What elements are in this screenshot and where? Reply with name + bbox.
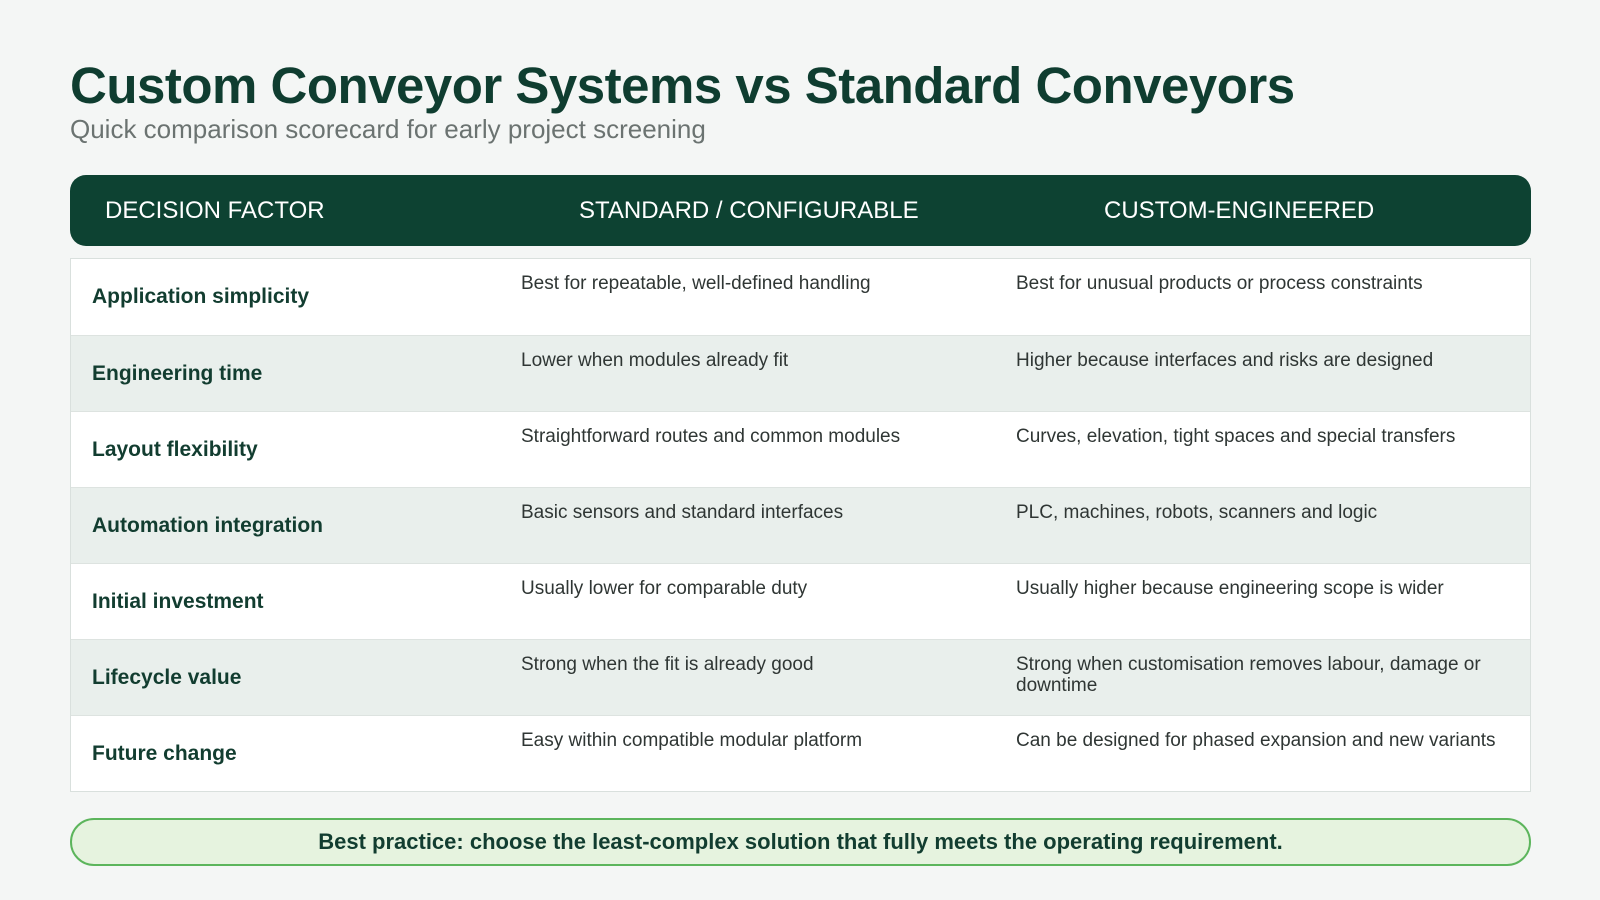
factor-cell: Layout flexibility [92, 437, 258, 461]
table-row [71, 487, 1530, 563]
standard-cell: Best for repeatable, well-defined handling [521, 273, 871, 294]
custom-cell: Curves, elevation, tight spaces and special transfers [1016, 426, 1456, 447]
factor-cell: Lifecycle value [92, 665, 242, 689]
table-row [71, 715, 1530, 791]
factor-cell: Future change [92, 741, 237, 765]
custom-cell: Best for unusual products or process constraints [1016, 273, 1423, 294]
table-row [71, 411, 1530, 487]
best-practice-text: Best practice: choose the least-complex solution that fully meets the operating requirement. [318, 829, 1283, 854]
factor-cell: Engineering time [92, 361, 263, 385]
column-header-factor: DECISION FACTOR [105, 196, 325, 224]
column-header-custom: CUSTOM-ENGINEERED [1104, 196, 1375, 224]
table-row [71, 563, 1530, 639]
page-title: Custom Conveyor Systems vs Standard Conveyors [70, 57, 1295, 114]
custom-cell: Can be designed for phased expansion and new variants [1016, 730, 1496, 751]
standard-cell: Lower when modules already fit [521, 350, 789, 371]
standard-cell: Easy within compatible modular platform [521, 730, 863, 751]
table-row [71, 639, 1530, 715]
table-body [70, 258, 1531, 792]
custom-cell: PLC, machines, robots, scanners and logic [1016, 502, 1378, 523]
table-row [71, 335, 1530, 411]
custom-cell: Usually higher because engineering scope is wider [1016, 578, 1444, 599]
comparison-table [70, 175, 1531, 792]
custom-cell: Higher because interfaces and risks are designed [1016, 350, 1434, 371]
best-practice-note [70, 818, 1531, 866]
standard-cell: Basic sensors and standard interfaces [521, 502, 844, 523]
column-header-standard: STANDARD / CONFIGURABLE [579, 196, 919, 224]
standard-cell: Straightforward routes and common modules [521, 426, 901, 447]
standard-cell: Usually lower for comparable duty [521, 578, 808, 599]
factor-cell: Initial investment [92, 589, 264, 613]
custom-cell: Strong when customisation removes labour, damage or downtime [1016, 654, 1481, 696]
standard-cell: Strong when the fit is already good [521, 654, 814, 675]
factor-cell: Application simplicity [92, 285, 310, 308]
table-header [70, 175, 1531, 246]
factor-cell: Automation integration [92, 513, 323, 537]
page-subtitle: Quick comparison scorecard for early project screening [70, 114, 706, 144]
table-row [71, 259, 1530, 335]
